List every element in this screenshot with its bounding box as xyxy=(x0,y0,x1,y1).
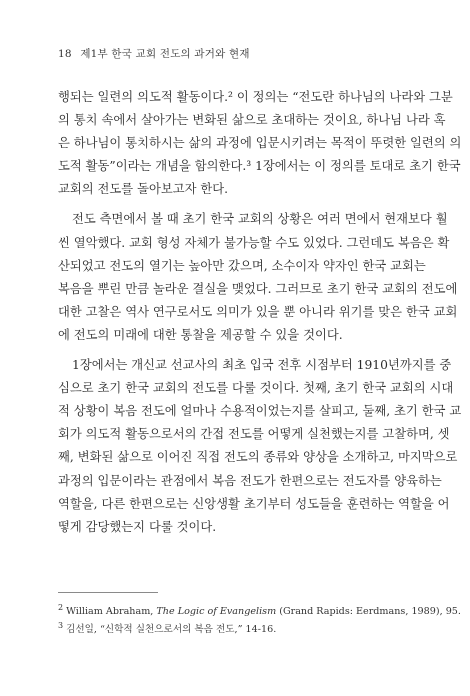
footnote-number: 3 xyxy=(58,620,64,630)
footnote-text: William Abraham, xyxy=(66,606,157,617)
body-line: 행되는 일련의 의도적 활동이다.² 이 정의는 “전도란 하나님의 나라와 그분 xyxy=(58,90,453,104)
body-line: 적 상황이 복음 전도에 얼마나 수용적이었는지를 살피고, 둘째, 초기 한국 교 xyxy=(58,404,462,419)
body-text xyxy=(58,86,462,539)
page-number: 18 xyxy=(58,48,72,60)
body-line: 산되었고 전도의 열기는 높아만 갔으며, 소수이자 약자인 한국 교회는 xyxy=(58,258,426,273)
body-line: 은 하나님이 통치하시는 삶의 과정에 입문시키려는 목적이 뚜렷한 일련의 의 xyxy=(58,136,462,151)
footnote xyxy=(58,602,461,621)
body-line: 도적 활동”이라는 개념을 함의한다.³ 1장에서는 이 정의를 토대로 초기 한국 xyxy=(58,159,461,174)
body-line: 째, 변화된 삶으로 이어진 직접 전도의 종류와 양상을 소개하고, 마지막으로 xyxy=(58,450,458,465)
footnote-text: (Grand Rapids: Eerdmans, 1989), 95. xyxy=(276,606,461,617)
footnote-divider xyxy=(58,592,158,593)
body-line: 의 통치 속에서 살아가는 변화된 삶으로 초대하는 것이요, 하나님 나라 혹 xyxy=(58,113,446,128)
running-header-title: 제1부 한국 교회 전도의 과거와 현재 xyxy=(80,48,250,60)
footnote-book-title: The Logic of Evangelism xyxy=(156,606,277,617)
footnote-number: 2 xyxy=(58,602,64,612)
paragraph-gap xyxy=(58,201,410,208)
body-line: 떻게 감당했는지 다룰 것이다. xyxy=(58,519,217,534)
paragraph-gap xyxy=(58,347,410,354)
body-line: 에 전도의 미래에 대한 통찰을 제공할 수 있을 것이다. xyxy=(58,327,343,342)
body-line: 1장에서는 개신교 선교사의 최초 입국 전후 시점부터 1910년까지를 중 xyxy=(72,358,452,373)
body-line: 심으로 초기 한국 교회의 전도를 다룰 것이다. 첫째, 초기 한국 교회의 시대 xyxy=(58,381,454,396)
footnotes xyxy=(58,602,461,639)
body-line: 회가 의도적 활동으로서의 간접 전도를 어떻게 실천했는지를 고찰하며, 셋 xyxy=(58,427,450,442)
running-header xyxy=(58,46,250,61)
body-line: 씬 열악했다. 교회 형성 자체가 불가능할 수도 있었다. 그런데도 복음은 확 xyxy=(58,235,450,250)
body-line: 복음을 뿌린 만큼 놀라운 결실을 맺었다. 그러므로 초기 한국 교회의 전도에 xyxy=(58,281,458,296)
body-line: 교회의 전도를 돌아보고자 한다. xyxy=(58,182,229,197)
body-line: 과정의 입문이라는 관점에서 복음 전도가 한편으로는 전도자를 양육하는 xyxy=(58,473,442,488)
footnote-text: 김선일, “신학적 실천으로서의 복음 전도,” 14-16. xyxy=(66,624,277,635)
body-line: 전도 측면에서 볼 때 초기 한국 교회의 상황은 여러 면에서 현재보다 훨 xyxy=(72,212,448,227)
body-line: 역할을, 다른 한편으로는 신앙생활 초기부터 성도들을 훈련하는 역할을 어 xyxy=(58,496,450,511)
body-line: 대한 고찰은 역사 연구로서도 의미가 있을 뿐 아니라 위기를 맞은 한국 교회 xyxy=(58,304,458,319)
footnote xyxy=(58,621,410,639)
